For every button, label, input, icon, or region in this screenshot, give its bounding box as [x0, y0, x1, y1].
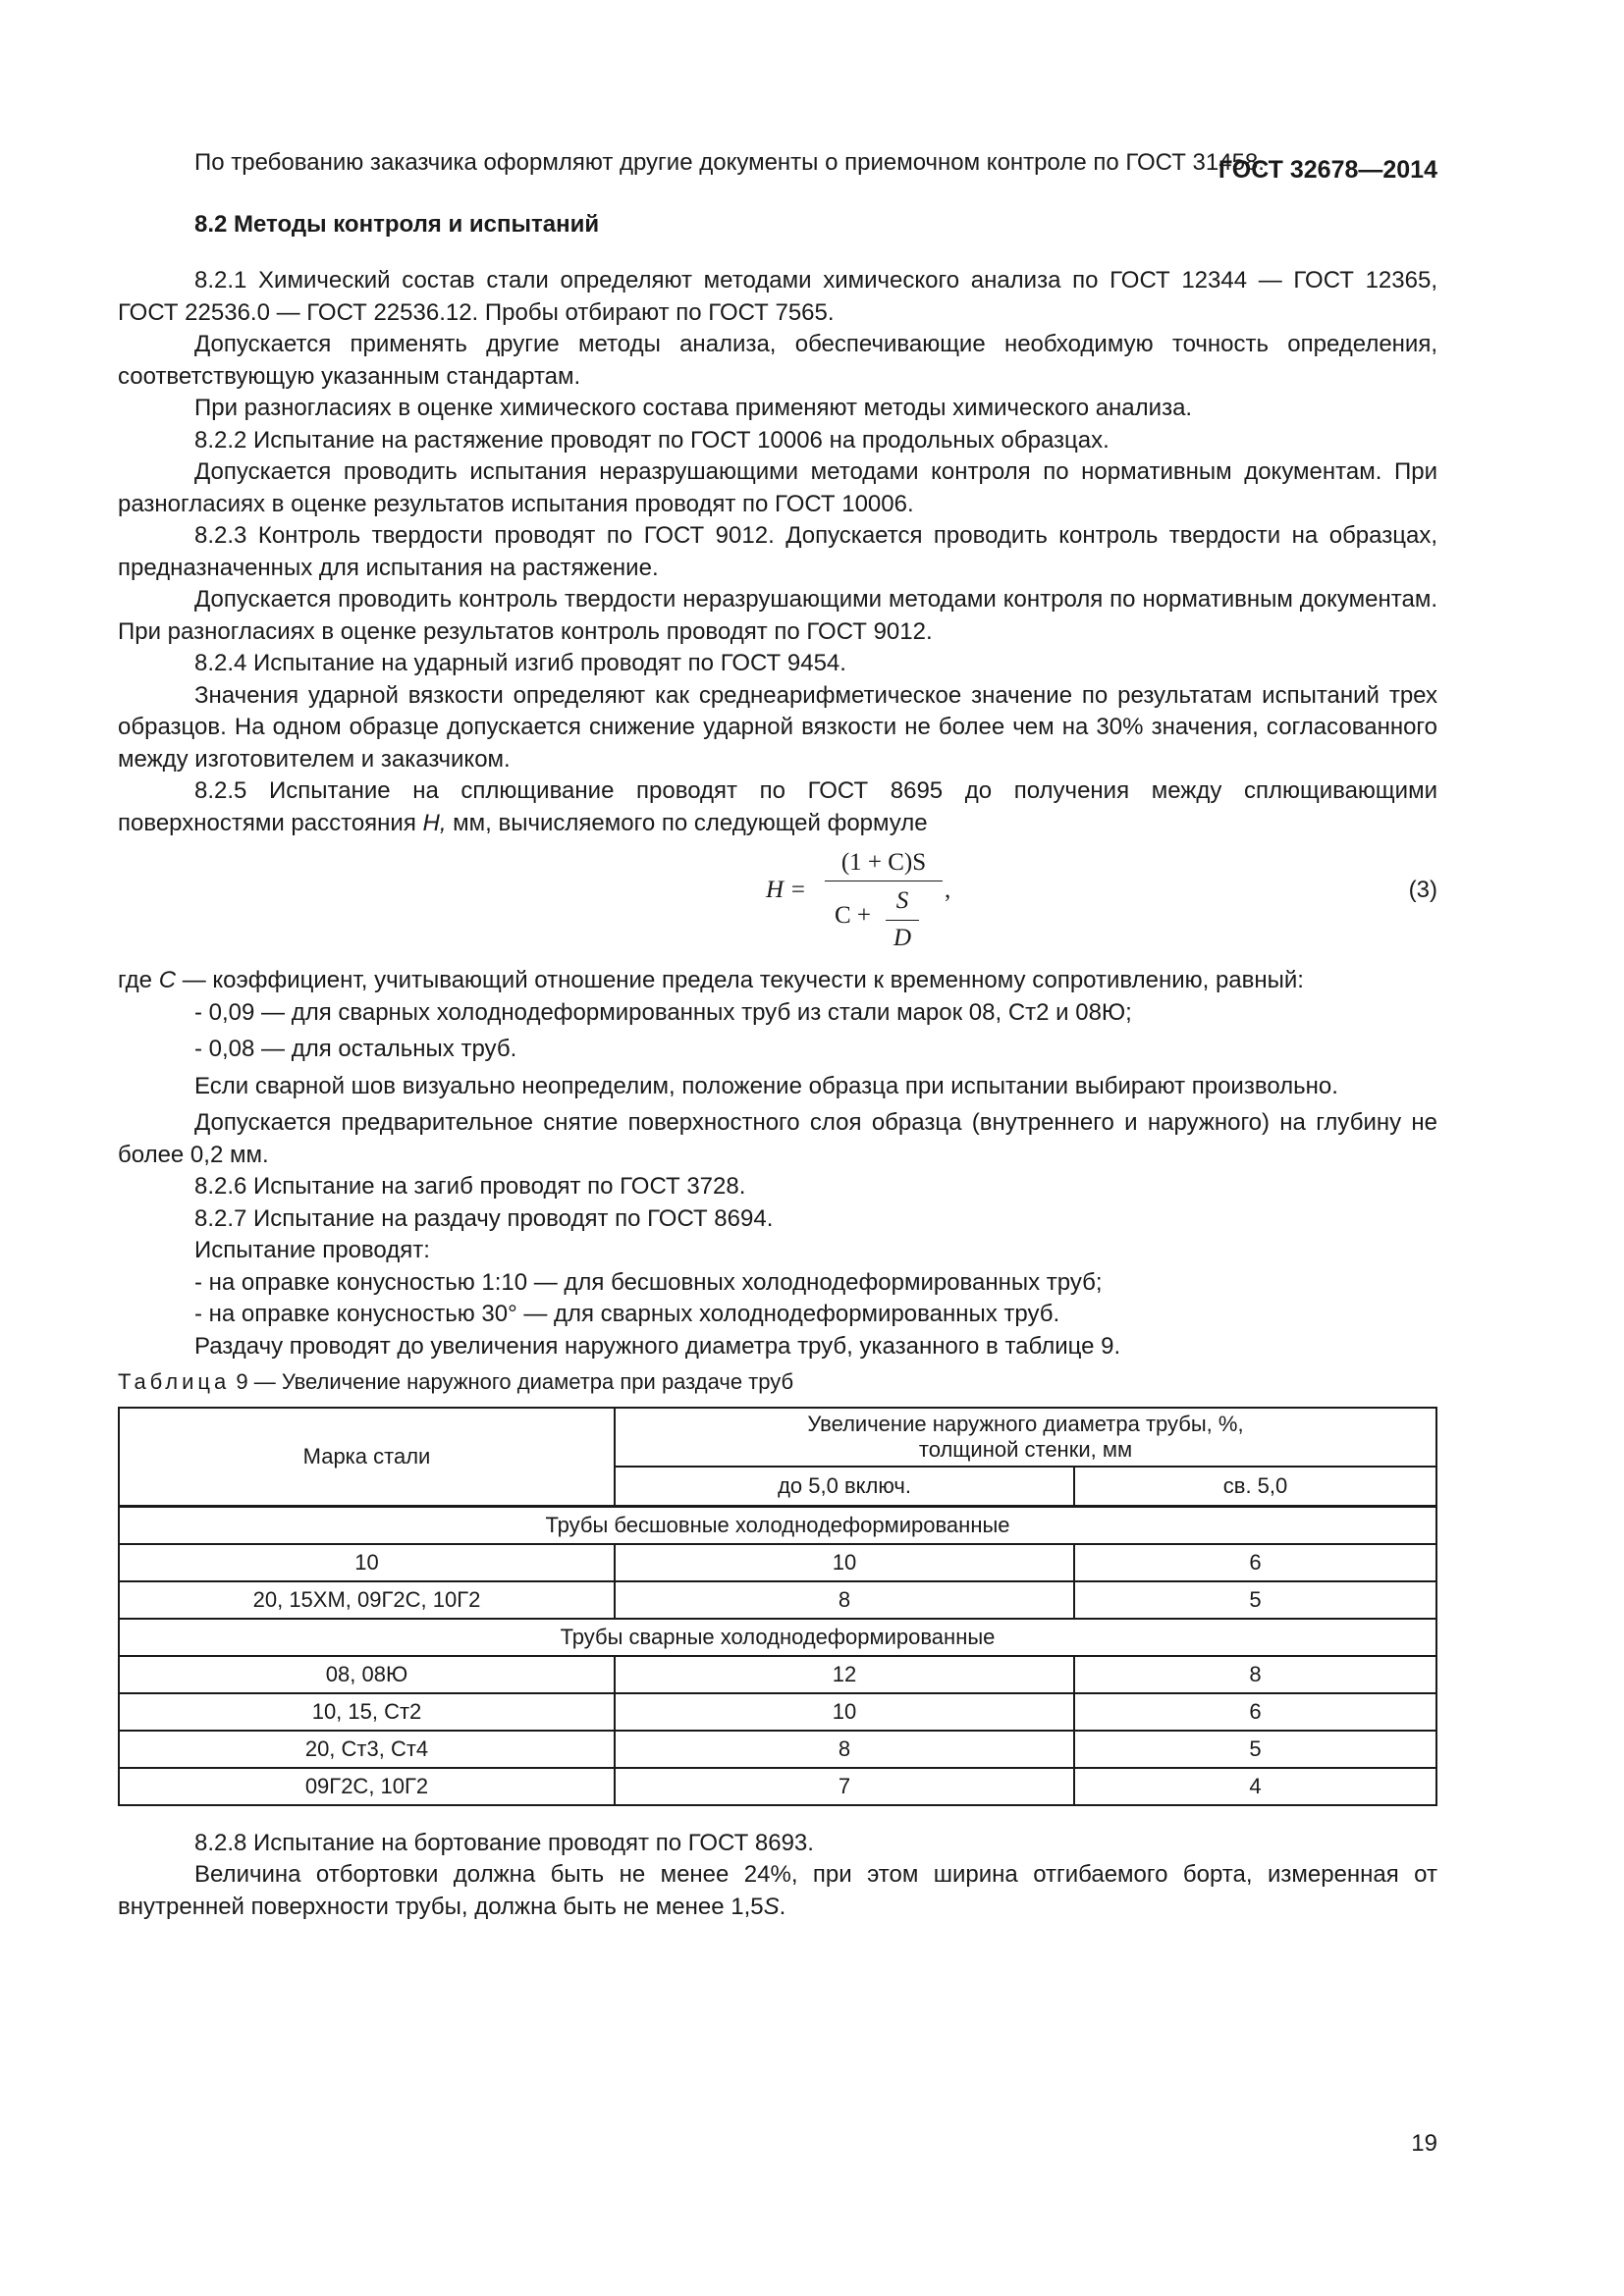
paragraph: 8.2.8 Испытание на бортование проводят по ГОСТ 8693.	[194, 1829, 814, 1856]
table-cell-value: 8	[1074, 1656, 1436, 1693]
section-title: 8.2 Методы контроля и испытаний	[194, 210, 600, 238]
p-last-after: .	[779, 1893, 786, 1920]
page-body	[118, 147, 1437, 1923]
paragraph: 8.2.2 Испытание на растяжение проводят по ГОСТ 10006 на продольных образцах.	[194, 426, 1110, 454]
table-cell-value: 7	[615, 1768, 1074, 1805]
p825-after: мм, вычисляемого по следующей формуле	[446, 809, 928, 836]
column-header-increase	[615, 1408, 1436, 1467]
paragraph: Раздачу проводят до увеличения наружного диаметра труб, указанного в таблице 9.	[194, 1332, 1121, 1360]
sub-fraction-bar	[886, 920, 919, 921]
formula-den-left: C +	[835, 902, 872, 929]
column-header-upto-5: до 5,0 включ.	[615, 1467, 1074, 1507]
table-cell-value: 12	[615, 1656, 1074, 1693]
p-last-before: Величина отбортовки должна быть не менее 24%, при этом ширина отгибаемого борта, измеренная от внутренней поверхности трубы, должна быть не менее 1,5	[118, 1861, 1437, 1920]
table-row	[119, 1768, 1436, 1805]
table-cell-value: 8	[615, 1731, 1074, 1768]
formula-3	[118, 847, 1437, 957]
header-line: Увеличение наружного диаметра трубы, %,	[807, 1411, 1244, 1436]
column-header-over-5: св. 5,0	[1074, 1467, 1436, 1507]
paragraph: 8.2.3 Контроль твердости проводят по ГОСТ 9012. Допускается проводить контроль твердости на образцах, предназначенных для испытания на растяжение.	[118, 522, 1437, 581]
list-item: - 0,08 — для остальных труб.	[194, 1036, 517, 1062]
column-header-mark: Марка стали	[119, 1408, 615, 1507]
table-cell-mark: 20, Ст3, Ст4	[119, 1731, 615, 1768]
table-caption	[118, 1366, 1437, 1399]
formula-number: (3)	[1408, 877, 1437, 903]
formula-sub-fraction	[886, 885, 919, 954]
table-cell-value: 4	[1074, 1768, 1436, 1805]
paragraph: По требованию заказчика оформляют другие документы о приемочном контроле по ГОСТ 31458.	[194, 149, 1265, 176]
formula-fraction	[825, 847, 943, 956]
list-item: - на оправке конусностью 30° — для сварных холоднодеформированных труб.	[194, 1301, 1060, 1327]
table-cell-value: 8	[615, 1581, 1074, 1619]
table-row	[119, 1731, 1436, 1768]
formula-lhs: H =	[766, 877, 807, 903]
table-cell-mark: 10	[119, 1544, 615, 1581]
table-group-title: Трубы бесшовные холоднодеформированные	[119, 1506, 1436, 1544]
formula-numerator: (1 + C)S	[840, 849, 927, 876]
list-item: - на оправке конусностью 1:10 — для бесшовных холоднодеформированных труб;	[194, 1268, 1103, 1296]
table-group-title: Трубы сварные холоднодеформированные	[119, 1619, 1436, 1656]
document-id-header: ГОСТ 32678—2014	[1218, 156, 1437, 184]
paragraph: 8.2.6 Испытание на загиб проводят по ГОСТ 3728.	[194, 1173, 746, 1200]
formula-sub-num: S	[895, 887, 909, 914]
table-cell-value: 5	[1074, 1731, 1436, 1768]
table-row	[119, 1581, 1436, 1619]
formula-denominator	[825, 885, 943, 956]
table-caption-text: 9 — Увеличение наружного диаметра при раздаче труб	[230, 1369, 794, 1394]
where-var: C	[158, 967, 177, 993]
table-cell-value: 6	[1074, 1693, 1436, 1731]
p825-var: H,	[422, 809, 447, 836]
table-cell-mark: 09Г2С, 10Г2	[119, 1768, 615, 1805]
page-number: 19	[1411, 2130, 1437, 2157]
table-cell-value: 5	[1074, 1581, 1436, 1619]
table-cell-value: 10	[615, 1693, 1074, 1731]
paragraph: Допускается применять другие методы анализа, обеспечивающие необходимую точность определения, соответствующую указанным стандартам.	[118, 331, 1437, 390]
table-caption-label: Таблица	[118, 1369, 231, 1394]
paragraph: 8.2.1 Химический состав стали определяют методами химического анализа по ГОСТ 12344 — ГОСТ 12365, ГОСТ 22536.0 — ГОСТ 22536.12. Пробы отбирают по ГОСТ 7565.	[118, 267, 1437, 326]
paragraph: 8.2.4 Испытание на ударный изгиб проводят по ГОСТ 9454.	[194, 650, 846, 676]
p825-before: 8.2.5 Испытание на сплющивание проводят по ГОСТ 8695 до получения между сплющивающими поверхностями расстояния	[118, 777, 1437, 836]
where-prefix: где	[118, 967, 159, 993]
paragraph-825	[118, 775, 1437, 839]
table-cell-value: 6	[1074, 1544, 1436, 1581]
p-last-var: S	[763, 1893, 780, 1920]
paragraph-last	[118, 1859, 1437, 1923]
where-text: — коэффициент, учитывающий отношение предела текучести к временному сопротивлению, равный:	[176, 967, 1304, 993]
list-item: - 0,09 — для сварных холоднодеформированных труб из стали марок 08, Ст2 и 08Ю;	[194, 998, 1132, 1026]
paragraph: Допускается проводить испытания неразрушающими методами контроля по нормативным документам. При разногласиях в оценке результатов испытания проводят по ГОСТ 10006.	[118, 458, 1437, 517]
table-9	[118, 1407, 1437, 1806]
paragraph: Если сварной шов визуально неопределим, положение образца при испытании выбирают произвольно.	[194, 1072, 1338, 1099]
paragraph: Допускается проводить контроль твердости неразрушающими методами контроля по нормативным документам. При разногласиях в оценке результатов контроль проводят по ГОСТ 9012.	[118, 586, 1437, 645]
table-cell-mark: 10, 15, Ст2	[119, 1693, 615, 1731]
table-row	[119, 1544, 1436, 1581]
paragraph: Допускается предварительное снятие поверхностного слоя образца (внутреннего и наружного) на глубину не более 0,2 мм.	[118, 1109, 1437, 1168]
formula-comma: ,	[945, 877, 951, 903]
table-row	[119, 1693, 1436, 1731]
table-cell-value: 10	[615, 1544, 1074, 1581]
table-cell-mark: 08, 08Ю	[119, 1656, 615, 1693]
paragraph: Испытание проводят:	[194, 1237, 430, 1263]
paragraph: 8.2.7 Испытание на раздачу проводят по ГОСТ 8694.	[194, 1204, 774, 1232]
formula-sub-den: D	[893, 924, 912, 951]
table-row	[119, 1656, 1436, 1693]
paragraph: Значения ударной вязкости определяют как среднеарифметическое значение по результатам испытаний трех образцов. На одном образце допускается снижение ударной вязкости не более чем на 30% значения, согласованного между изготовителем и заказчиком.	[118, 681, 1437, 773]
paragraph: При разногласиях в оценке химического состава применяют методы химического анализа.	[194, 395, 1193, 421]
where-clause	[118, 965, 1437, 997]
header-line: толщиной стенки, мм	[918, 1436, 1133, 1462]
table-cell-mark: 20, 15ХМ, 09Г2С, 10Г2	[119, 1581, 615, 1619]
